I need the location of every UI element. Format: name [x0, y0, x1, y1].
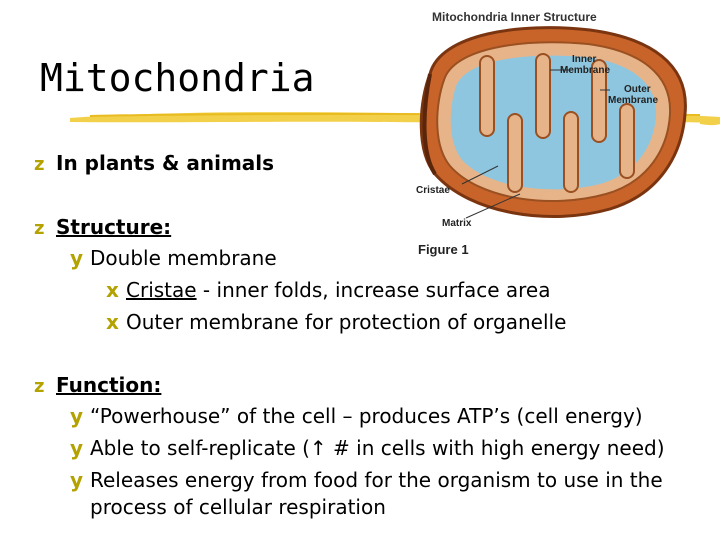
bullet-text: In plants & animals: [56, 151, 275, 175]
sub-bullet-cristae: [106, 279, 551, 301]
sub-bullet-powerhouse: [70, 405, 643, 427]
label-inner-membrane-1: Inner: [572, 54, 597, 65]
sub-bullet-double-membrane: [70, 247, 277, 269]
sub-bullet-text: Able to self-replicate (↑ # in cells with high energy need): [90, 436, 665, 460]
cristae-term: Cristae: [126, 278, 197, 302]
cristae-description: - inner folds, increase surface area: [196, 278, 551, 302]
mitochondria-figure: [400, 4, 718, 264]
bullet-mark-level2: y: [70, 404, 84, 428]
label-cristae: Cristae: [416, 185, 450, 196]
sub-bullet-text: “Powerhouse” of the cell – produces ATP’s (cell energy): [90, 404, 643, 428]
bullet-structure: [34, 216, 171, 240]
sub-bullet-releases-energy-continued: process of cellular respiration: [90, 495, 386, 519]
right-edge-brush: [700, 114, 720, 128]
bullet-mark-level2: y: [70, 246, 84, 270]
bullet-mark-level2: y: [70, 468, 84, 492]
bullet-mark-level1: z: [34, 154, 45, 175]
label-outer-membrane-2: Membrane: [608, 95, 659, 106]
label-outer-membrane-1: Outer: [624, 84, 651, 95]
label-inner-membrane-2: Membrane: [560, 65, 611, 76]
figure-title: Mitochondria Inner Structure: [432, 10, 597, 24]
bullet-mark-level3: x: [106, 310, 119, 334]
structure-heading: Structure:: [56, 215, 172, 239]
bullet-mark-level1: z: [34, 218, 45, 239]
sub-bullet-releases-energy: [70, 469, 663, 491]
label-matrix: Matrix: [442, 218, 472, 229]
bullet-function: [34, 374, 161, 398]
sub-bullet-text: Outer membrane for protection of organelle: [126, 310, 567, 334]
figure-caption: Figure 1: [418, 242, 469, 257]
bullet-plants-animals: [34, 152, 274, 176]
sub-bullet-self-replicate: [70, 437, 665, 459]
bullet-mark-level2: y: [70, 436, 84, 460]
sub-bullet-text: Releases energy from food for the organism to use in the: [90, 468, 663, 492]
bullet-mark-level3: x: [106, 278, 119, 302]
sub-bullet-outer-membrane: [106, 311, 566, 333]
sub-bullet-text: Double membrane: [90, 246, 277, 270]
bullet-mark-level1: z: [34, 376, 45, 397]
slide-title: Mitochondria: [40, 56, 315, 100]
function-heading: Function:: [56, 373, 162, 397]
